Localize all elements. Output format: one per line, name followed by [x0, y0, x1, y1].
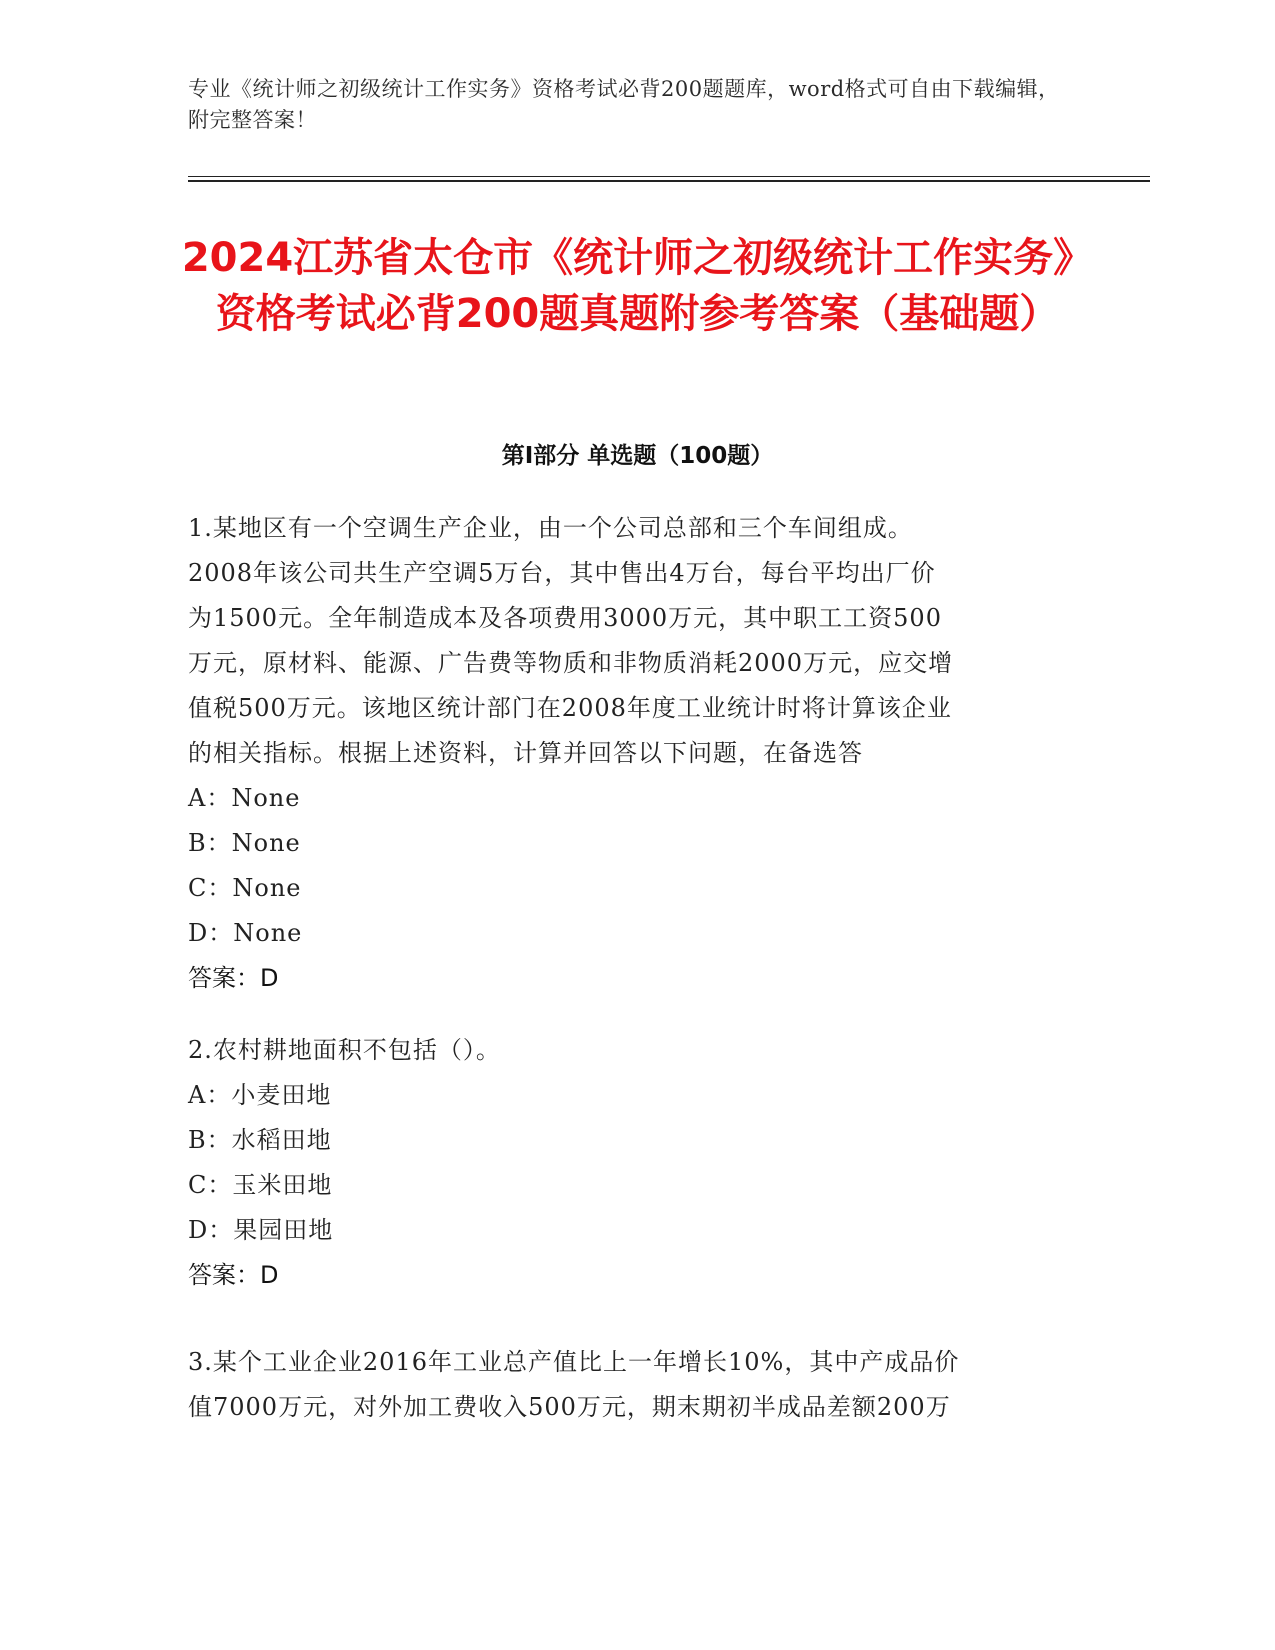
- header-note: 专业《统计师之初级统计工作实务》资格考试必背200题题库，word格式可自由下载编辑，附完整答案！: [188, 77, 1060, 132]
- question-1-line-3: 为1500元。全年制造成本及各项费用3000万元，其中职工工资500: [188, 604, 942, 632]
- question-2-answer: 答案：D: [188, 1261, 279, 1289]
- question-1-line-1: 1.某地区有一个空调生产企业，由一个公司总部和三个车间组成。: [188, 514, 913, 542]
- option-label: D：: [188, 919, 234, 947]
- question-1: [188, 506, 1068, 1001]
- question-1-line-6: 的相关指标。根据上述资料，计算并回答以下问题，在备选答: [188, 739, 863, 767]
- option-text: None: [232, 874, 302, 902]
- question-2-line-1: 2.农村耕地面积不包括（）。: [188, 1036, 501, 1064]
- option-label: C：: [188, 874, 233, 902]
- question-1-line-4: 万元，原材料、能源、广告费等物质和非物质消耗2000万元，应交增: [188, 649, 954, 677]
- question-2: [188, 1028, 1068, 1298]
- question-1-option-c: [188, 866, 1068, 911]
- option-label: A：: [188, 784, 232, 812]
- question-1-option-a: [188, 776, 1068, 821]
- option-label: B：: [188, 829, 232, 857]
- option-text: None: [233, 919, 303, 947]
- question-1-option-d: [188, 911, 1068, 956]
- option-label: B：: [188, 1126, 232, 1154]
- question-3-line-1: 3.某个工业企业2016年工业总产值比上一年增长10%，其中产成品价: [188, 1348, 960, 1376]
- option-text: 玉米田地: [232, 1171, 333, 1199]
- question-1-option-b: [188, 821, 1068, 866]
- question-2-option-b: [188, 1118, 1068, 1163]
- question-2-option-d: [188, 1208, 1068, 1253]
- question-1-line-2: 2008年该公司共生产空调5万台，其中售出4万台，每台平均出厂价: [188, 559, 936, 587]
- option-label: D：: [188, 1216, 234, 1244]
- document-title: 2024江苏省太仓市《统计师之初级统计工作实务》资格考试必背200题真题附参考答案（基础题）: [181, 235, 1094, 337]
- option-text: 水稻田地: [231, 1126, 332, 1154]
- option-text: 小麦田地: [231, 1081, 332, 1109]
- question-3: [188, 1340, 1068, 1430]
- question-1-line-5: 值税500万元。该地区统计部门在2008年度工业统计时将计算该企业: [188, 694, 952, 722]
- option-text: None: [231, 784, 301, 812]
- option-text: 果园田地: [233, 1216, 334, 1244]
- section-title: 第I部分 单选题（100题）: [501, 443, 774, 469]
- option-label: A：: [188, 1081, 232, 1109]
- header-divider: [188, 176, 1150, 177]
- header-divider-bold: [188, 180, 1150, 182]
- question-2-option-a: [188, 1073, 1068, 1118]
- question-3-line-2: 值7000万元，对外加工费收入500万元，期末期初半成品差额200万: [188, 1393, 951, 1421]
- question-1-answer: 答案：D: [188, 964, 279, 992]
- option-text: None: [231, 829, 301, 857]
- option-label: C：: [188, 1171, 233, 1199]
- question-2-option-c: [188, 1163, 1068, 1208]
